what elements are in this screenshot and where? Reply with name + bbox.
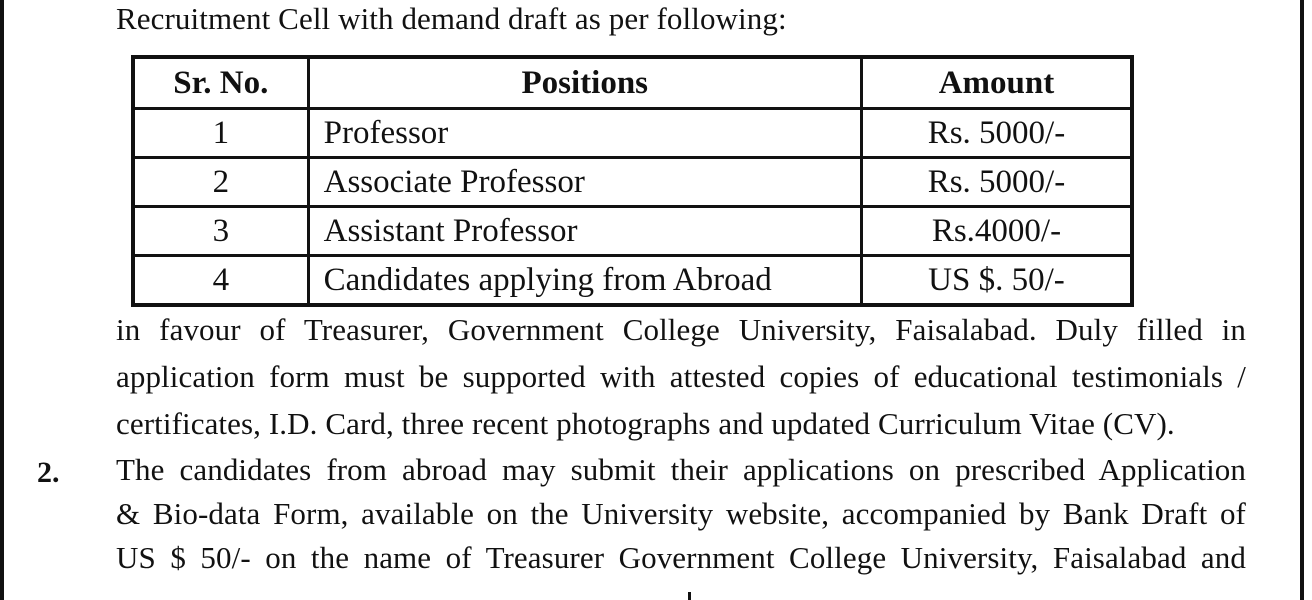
item2-line: US $ 50/- on the name of Treasurer Government College University, Faisalabad and — [116, 540, 1246, 575]
paragraph1-line: in favour of Treasurer, Government College University, Faisalabad. Duly filled in — [116, 312, 1246, 347]
page-border-right — [1300, 0, 1304, 600]
cell-sr-no: 4 — [133, 256, 308, 306]
cell-sr-no: 2 — [133, 158, 308, 207]
cell-position: Assistant Professor — [308, 207, 861, 256]
cell-sr-no: 3 — [133, 207, 308, 256]
item2-line: & Bio-data Form, available on the University website, accompanied by Bank Draft of — [116, 496, 1246, 531]
cell-amount: Rs.4000/- — [861, 207, 1132, 256]
table-row — [133, 158, 1132, 207]
cell-position: Professor — [308, 109, 861, 158]
table-row — [133, 207, 1132, 256]
table-row — [133, 256, 1132, 306]
intro-line: Recruitment Cell with demand draft as per following: — [116, 1, 787, 36]
cell-amount: Rs. 5000/- — [861, 158, 1132, 207]
cell-amount: Rs. 5000/- — [861, 109, 1132, 158]
cell-amount: US $. 50/- — [861, 256, 1132, 306]
scan-mark — [688, 592, 691, 600]
fee-table — [131, 55, 1134, 307]
paragraph1-line: certificates, I.D. Card, three recent photographs and updated Curriculum Vitae (CV). — [116, 406, 1175, 441]
cell-position: Associate Professor — [308, 158, 861, 207]
header-sr-no: Sr. No. — [133, 57, 308, 109]
paragraph1-line: application form must be supported with attested copies of educational testimonials / — [116, 359, 1246, 394]
table-header-row — [133, 57, 1132, 109]
item-number: 2. — [37, 456, 60, 489]
page-border-left — [0, 0, 4, 600]
header-positions: Positions — [308, 57, 861, 109]
cell-sr-no: 1 — [133, 109, 308, 158]
table-row — [133, 109, 1132, 158]
cell-position: Candidates applying from Abroad — [308, 256, 861, 306]
item2-line: The candidates from abroad may submit their applications on prescribed Application — [116, 452, 1246, 487]
header-amount: Amount — [861, 57, 1132, 109]
